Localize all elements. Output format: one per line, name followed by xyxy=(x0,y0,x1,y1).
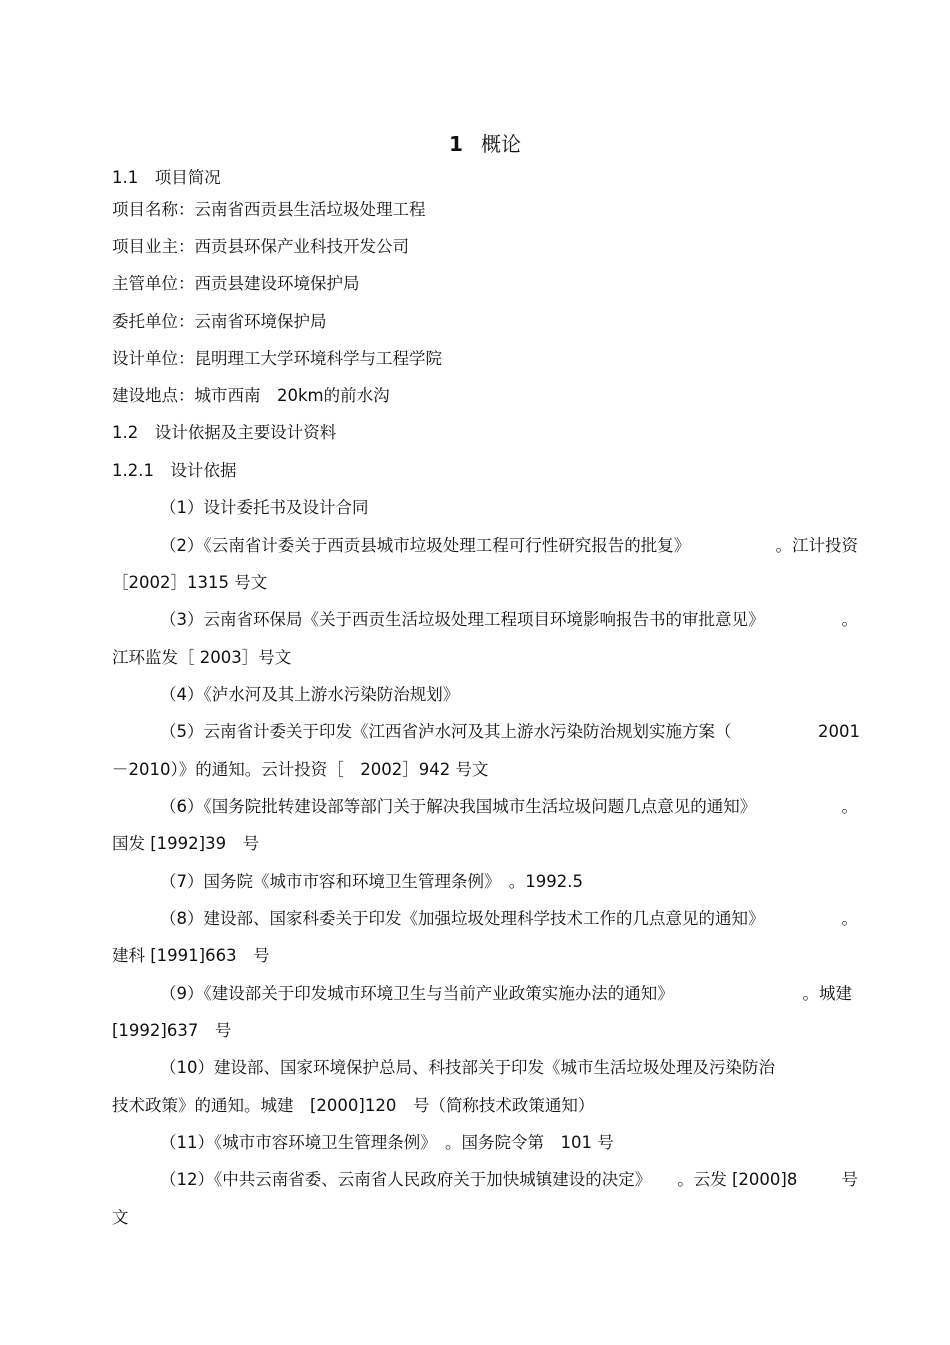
ref-11: （11）《城市市容环境卫生管理条例》 。国务院令第 101 号 xyxy=(160,1133,614,1152)
section-1-2-heading: 1.2 设计依据及主要设计资料 xyxy=(112,423,337,442)
ref-9 xyxy=(160,983,852,1005)
ref-10: （10）建设部、国家环境保护总局、科技部关于印发《城市生活垃圾处理及污染防治 xyxy=(160,1058,775,1077)
supervising-unit: 主管单位：西贡县建设环境保护局 xyxy=(112,274,360,293)
ref-12-text xyxy=(160,1169,797,1191)
ref-5 xyxy=(160,721,860,743)
ref-8-text: （8）建设部、国家科委关于印发《加强垃圾处理科学技术工作的几点意见的通知》 xyxy=(160,909,765,928)
ref-9-tail: 。城建 xyxy=(802,984,852,1003)
ref-3 xyxy=(160,609,858,631)
ref-9-text: （9）《建设部关于印发城市环境卫生与当前产业政策实施办法的通知》 xyxy=(160,984,674,1003)
project-owner: 项目业主：西贡县环保产业科技开发公司 xyxy=(112,237,409,256)
ref-6-tail: 。 xyxy=(841,797,858,816)
ref-5-text: （5）云南省计委关于印发《江西省泸水河及其上游水污染防治规划实施方案（ xyxy=(160,722,732,741)
ref-2 xyxy=(160,535,858,557)
ref-1: （1）设计委托书及设计合同 xyxy=(160,498,369,517)
ref-2-tail: 。江计投资 xyxy=(775,536,858,555)
ref-12 xyxy=(160,1169,858,1191)
ref-6-text: （6）《国务院批转建设部等部门关于解决我国城市生活垃圾问题几点意见的通知》 xyxy=(160,797,757,816)
ref-9-cont: [1992]637 号 xyxy=(112,1021,232,1040)
chapter-title xyxy=(0,128,950,157)
section-1-1-heading: 1.1 项目简况 xyxy=(112,168,221,187)
chapter-number: 1 xyxy=(449,132,463,156)
ref-12-main: （12）《中共云南省委、云南省人民政府关于加快城镇建设的决定》 xyxy=(160,1170,652,1189)
ref-3-text: （3）云南省环保局《关于西贡生活垃圾处理工程项目环境影响报告书的审批意见》 xyxy=(160,610,765,629)
ref-10-cont: 技术政策》的通知。城建 [2000]120 号（简称技术政策通知） xyxy=(112,1096,595,1115)
ref-2-cont: ［2002］1315 号文 xyxy=(112,573,268,592)
ref-6 xyxy=(160,796,858,818)
ref-2-text: （2）《云南省计委关于西贡县城市垃圾处理工程可行性研究报告的批复》 xyxy=(160,536,691,555)
section-1-2-1-heading: 1.2.1 设计依据 xyxy=(112,461,237,480)
ref-8-tail: 。 xyxy=(841,909,858,928)
ref-12-cont: 文 xyxy=(112,1208,129,1227)
project-name: 项目名称：云南省西贡县生活垃圾处理工程 xyxy=(112,200,426,219)
ref-3-cont: 江环监发［ 2003］号文 xyxy=(112,648,292,667)
ref-8 xyxy=(160,908,858,930)
ref-7: （7）国务院《城市市容和环境卫生管理条例》 。1992.5 xyxy=(160,872,583,891)
ref-8-cont: 建科 [1991]663 号 xyxy=(112,946,270,965)
ref-4: （4）《泸水河及其上游水污染防治规划》 xyxy=(160,685,460,704)
ref-5-tail: 2001 xyxy=(818,722,860,741)
construction-site: 建设地点：城市西南 20km的前水沟 xyxy=(112,386,390,405)
ref-5-cont: －2010）》的通知。云计投资［ 2002］942 号文 xyxy=(112,760,489,779)
design-unit: 设计单位：昆明理工大学环境科学与工程学院 xyxy=(112,349,442,368)
ref-12-tail: 号 xyxy=(841,1170,858,1189)
ref-6-cont: 国发 [1992]39 号 xyxy=(112,834,260,853)
chapter-name: 概论 xyxy=(480,132,521,156)
ref-3-tail: 。 xyxy=(841,610,858,629)
commissioning-unit: 委托单位：云南省环境保护局 xyxy=(112,312,327,331)
ref-12-code: 。云发 [2000]8 xyxy=(677,1170,798,1189)
